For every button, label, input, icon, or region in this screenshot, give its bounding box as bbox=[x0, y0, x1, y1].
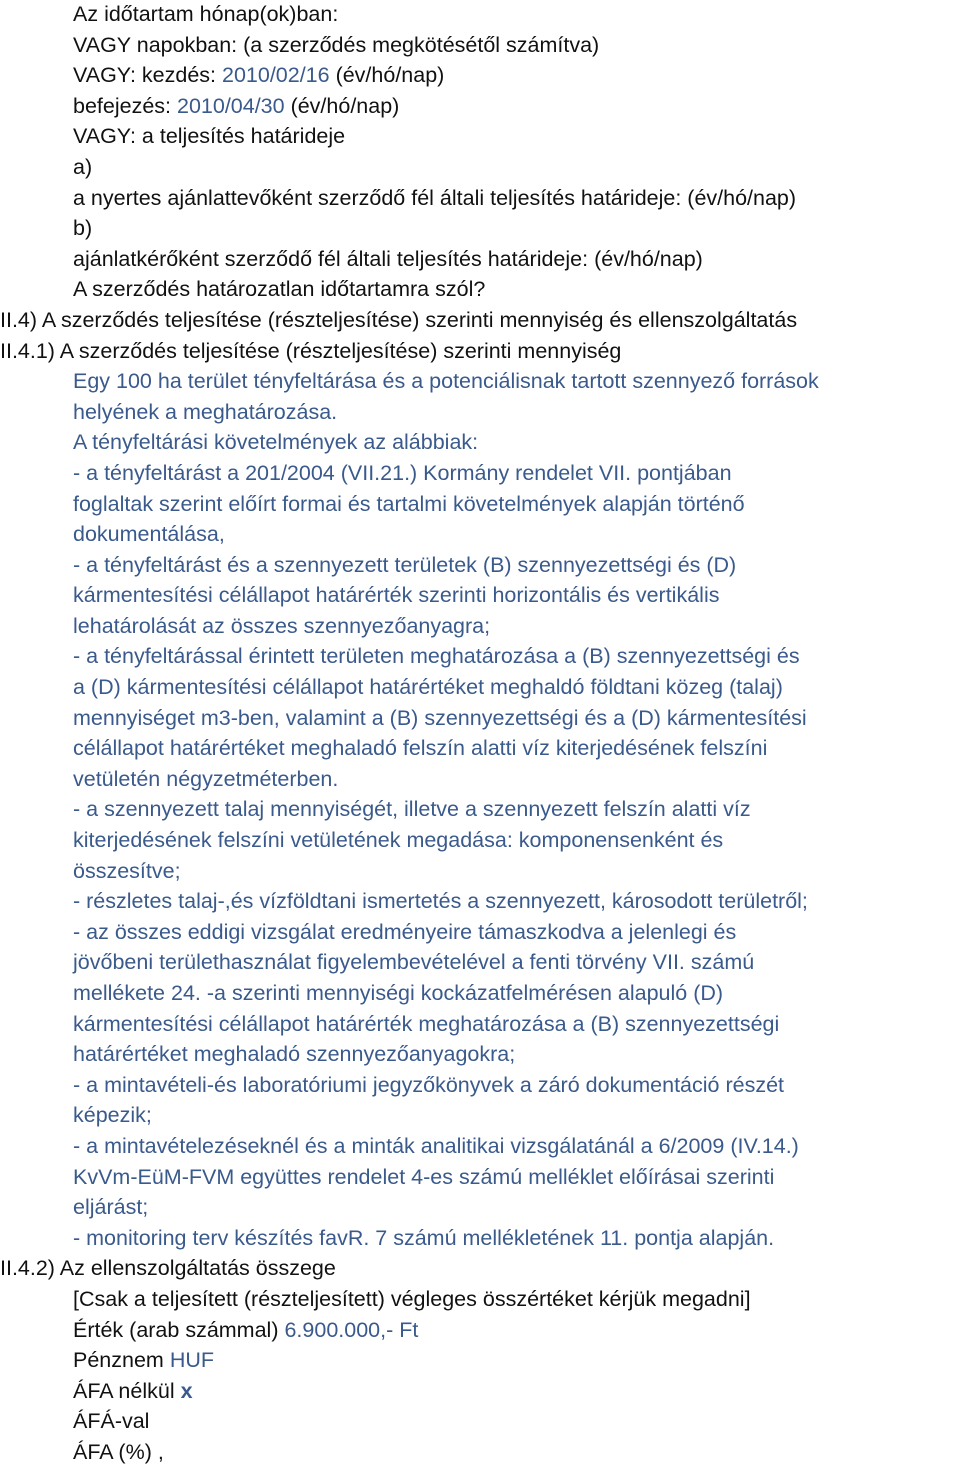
duration-months-label: Az időtartam hónap(ok)ban: bbox=[73, 2, 339, 26]
currency-line bbox=[0, 1345, 960, 1376]
quantity-line: - a mintavételi-és laboratóriumi jegyzőkönyvek a záró dokumentáció részét bbox=[73, 1072, 785, 1097]
quantity-line: kiterjedésének felszíni vetületének megadása: komponensenként és bbox=[73, 828, 724, 853]
quantity-line: határértéket meghaladó szennyezőanyagokra; bbox=[73, 1042, 516, 1067]
quantity-line: - a mintavételezéseknél és a minták analitikai vizsgálatánál a 6/2009 (IV.14.) bbox=[73, 1133, 799, 1158]
quantity-line: mennyiséget m3-ben, valamint a (B) szennyezettségi és a (D) kármentesítési bbox=[73, 705, 807, 730]
end-date-value: 2010/04/30 bbox=[176, 93, 285, 118]
quantity-line: foglaltak szerint előírt formai és tartalmi követelmények alapján történő bbox=[73, 491, 745, 516]
duration-days-label: VAGY napokban: (a szerződés megkötésétől számítva) bbox=[73, 32, 600, 57]
quantity-line: - a tényfeltárást és a szennyezett területek (B) szennyezettségi és (D) bbox=[73, 552, 737, 577]
quantity-line: - az összes eddigi vizsgálat eredményeire támaszkodva a jelenlegi és bbox=[73, 919, 737, 944]
value-line bbox=[0, 1315, 960, 1346]
currency-value: HUF bbox=[169, 1348, 214, 1373]
quantity-line: Egy 100 ha terület tényfeltárása és a potenciálisnak tartott szennyező források bbox=[73, 369, 819, 394]
section-ii4-heading: II.4) A szerződés teljesítése (részteljesítése) szerinti mennyiség és ellenszolgáltatás bbox=[0, 307, 798, 332]
deadline-a-text: a nyertes ajánlattevőként szerződő fél általi teljesítés határideje: (év/hó/nap) bbox=[73, 185, 797, 210]
indefinite-question: A szerződés határozatlan időtartamra szól? bbox=[73, 277, 486, 302]
section-ii42-heading: II.4.2) Az ellenszolgáltatás összege bbox=[0, 1256, 336, 1281]
quantity-line: összesítve; bbox=[73, 858, 181, 883]
quantity-line: kármentesítési célállapot határérték szerinti horizontális és vertikális bbox=[73, 583, 720, 608]
quantity-line: lehatárolását az összes szennyezőanyagra; bbox=[73, 613, 491, 638]
deadline-b-label: b) bbox=[73, 216, 93, 241]
quantity-line: eljárást; bbox=[73, 1195, 149, 1220]
start-date-prefix: VAGY: kezdés: bbox=[73, 63, 222, 88]
start-date-line bbox=[0, 60, 960, 91]
quantity-line: kármentesítési célállapot határérték meghatározása a (B) szennyezettségi bbox=[73, 1011, 780, 1036]
quantity-line: A tényfeltárási követelmények az alábbiak: bbox=[73, 430, 479, 455]
quantity-line: képezik; bbox=[73, 1103, 152, 1128]
vat-excluded-mark: x bbox=[180, 1378, 193, 1403]
value-label: Érték (arab számmal) bbox=[73, 1317, 285, 1342]
quantity-line: dokumentálása, bbox=[73, 522, 225, 547]
start-date-suffix: (év/hó/nap) bbox=[329, 63, 445, 88]
quantity-line: - a tényfeltárást a 201/2004 (VII.21.) Kormány rendelet VII. pontjában bbox=[73, 460, 732, 485]
vat-excluded-line bbox=[0, 1376, 960, 1407]
value-amount: 6.900.000,- Ft bbox=[284, 1317, 419, 1342]
quantity-line: jövőbeni területhasználat figyelembevételével a fenti törvény VII. számú bbox=[73, 950, 755, 975]
vat-included-label: ÁFÁ-val bbox=[73, 1409, 150, 1434]
quantity-line: mellékete 24. -a szerinti mennyiségi kockázatfelmérésen alapuló (D) bbox=[73, 981, 724, 1005]
quantity-line: - a tényfeltárással érintett területen meghatározása a (B) szennyezettségi és bbox=[73, 644, 800, 669]
start-date-value: 2010/02/16 bbox=[221, 63, 330, 88]
final-value-note: [Csak a teljesített (részteljesített) végleges összértéket kérjük megadni] bbox=[73, 1286, 751, 1311]
deadline-b-text: ajánlatkérőként szerződő fél általi teljesítés határideje: (év/hó/nap) bbox=[73, 246, 703, 271]
deadline-label: VAGY: a teljesítés határideje bbox=[73, 124, 346, 149]
currency-label: Pénznem bbox=[73, 1348, 170, 1373]
quantity-line: vetületén négyzetméterben. bbox=[73, 766, 339, 791]
quantity-line: KvVm-EüM-FVM együttes rendelet 4-es számú melléklet előírásai szerinti bbox=[73, 1164, 775, 1189]
section-ii41-heading: II.4.1) A szerződés teljesítése (részteljesítése) szerinti mennyiség bbox=[0, 338, 622, 363]
quantity-line: helyének a meghatározása. bbox=[73, 399, 338, 424]
end-date-prefix: befejezés: bbox=[73, 93, 177, 118]
quantity-line: - részletes talaj-,és vízföldtani ismertetés a szennyezett, károsodott területről; bbox=[73, 889, 808, 914]
vat-excluded-label: ÁFA nélkül bbox=[73, 1378, 181, 1403]
end-date-suffix: (év/hó/nap) bbox=[284, 93, 400, 118]
vat-percent-label: ÁFA (%) , bbox=[73, 1439, 164, 1464]
quantity-line: - a szennyezett talaj mennyiségét, illetve a szennyezett felszín alatti víz bbox=[73, 797, 751, 822]
deadline-a-label: a) bbox=[73, 154, 93, 179]
quantity-line: a (D) kármentesítési célállapot határértéket meghaldó földtani közeg (talaj) bbox=[73, 675, 783, 700]
quantity-line: célállapot határértéket meghaladó felszín alatti víz kiterjedésének felszíni bbox=[73, 736, 768, 761]
end-date-line bbox=[0, 91, 960, 122]
quantity-line: - monitoring terv készítés favR. 7 számú mellékletének 11. pontja alapján. bbox=[73, 1225, 775, 1250]
